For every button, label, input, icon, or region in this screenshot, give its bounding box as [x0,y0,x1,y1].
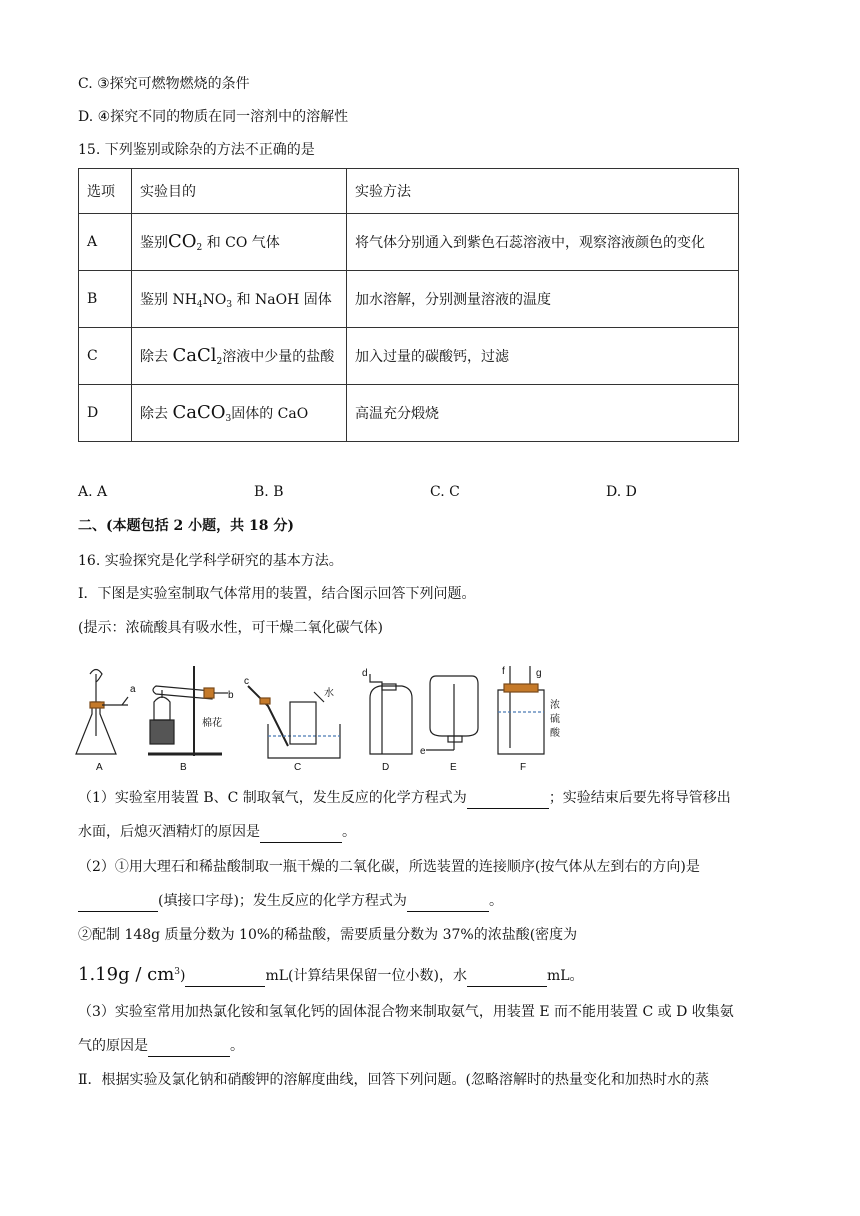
option-c-text: C. ③探究可燃物燃烧的条件 [78,76,250,92]
subq-3-line-1: （3）实验室常用加热氯化铵和氢氧化钙的固体混合物来制取氨气，用装置 E 而不能用装置 C 或 D 收集氨 [78,1004,734,1020]
apparatus-f [498,666,544,754]
header-goal: 实验目的 [132,169,347,214]
figure-label: E [450,762,457,773]
answer-blank[interactable] [407,891,489,912]
row-method: 高温充分煅烧 [347,385,739,442]
apparatus-a [76,670,128,755]
row-goal: 除去 CaCl$_2$溶液中少量的盐酸 [132,328,347,385]
row-option: C [79,328,132,385]
table-row [79,328,739,385]
figure-label: D [382,762,390,773]
apparatus-figure [74,662,574,774]
figure-label: B [180,762,187,773]
row-goal: 鉴别$CO_2$ 和 CO 气体 [132,214,347,271]
answer-blank[interactable] [467,966,547,987]
subq-2-line-1: （2）①用大理石和稀盐酸制取一瓶干燥的二氧化碳，所选装置的连接顺序(按气体从左到右的方向)是 [78,859,700,875]
row-option: A [79,214,132,271]
table-row [79,271,739,328]
apparatus-d [370,674,412,754]
port-label: a [130,684,136,695]
subq-1-line-1: （1）实验室用装置 B、C 制取氧气，发生反应的化学方程式为 ；实验结束后要先将导管移出 [78,788,731,809]
subq-1-line-2: 水面，后熄灭酒精灯的原因是 。 [78,822,356,843]
acid-label: 浓 [550,700,560,711]
header-method: 实验方法 [347,169,739,214]
acid-label: 酸 [550,728,560,739]
cotton-label: 棉花 [202,718,222,729]
port-label: d [362,668,368,679]
table-header-row [79,169,739,214]
answer-option-d[interactable]: D. D [606,484,637,500]
answer-blank[interactable] [78,891,158,912]
row-option: D [79,385,132,442]
question-15-stem: 15. 下列鉴别或除杂的方法不正确的是 [78,142,315,158]
row-method: 将气体分别通入到紫色石蕊溶液中，观察溶液颜色的变化 [347,214,739,271]
water-label: 水 [324,688,334,699]
table-row [79,214,739,271]
answer-blank[interactable] [467,788,549,809]
figure-label: C [294,762,302,773]
subq-2-line-3: ②配制 148g 质量分数为 10%的稀盐酸，需要质量分数为 37%的浓盐酸(密度为 [78,927,578,943]
figure-label: A [96,762,103,773]
subq-2-line-2: (填接口字母)；发生反应的化学方程式为 。 [78,891,503,912]
row-option: B [79,271,132,328]
row-method: 加水溶解，分别测量溶液的温度 [347,271,739,328]
option-d-text: D. ④探究不同的物质在同一溶剂中的溶解性 [78,109,349,125]
section-heading: 二、(本题包括 2 小题，共 18 分) [78,518,294,534]
port-label: e [420,746,426,757]
question-16-stem: 16. 实验探究是化学科学研究的基本方法。 [78,553,343,569]
part-2-intro: Ⅱ．根据实验及氯化钠和硝酸钾的溶解度曲线，回答下列问题。(忽略溶解时的热量变化和加热时水的蒸 [78,1072,709,1088]
answer-option-b[interactable]: B. B [254,484,284,500]
header-option: 选项 [79,169,132,214]
answer-blank[interactable] [148,1036,230,1057]
subq-3-line-2: 气的原因是 。 [78,1036,244,1057]
answer-blank[interactable] [260,822,342,843]
port-label: f [502,666,505,677]
methods-table [78,168,739,442]
port-label: g [536,668,542,679]
answer-option-a[interactable]: A. A [78,484,108,500]
answer-blank[interactable] [185,966,265,987]
row-method: 加入过量的碳酸钙，过滤 [347,328,739,385]
apparatus-b [148,666,228,756]
subq-2-line-4: $1.19g / cm^3$) mL(计算结果保留一位小数)，水 mL。 [78,964,584,985]
port-label: b [228,690,234,701]
row-goal: 除去 CaCO$_3$固体的 CaO [132,385,347,442]
row-goal: 鉴别 $NH_4NO_3$ 和 NaOH 固体 [132,271,347,328]
apparatus-e [426,676,478,750]
table-row [79,385,739,442]
answer-option-c[interactable]: C. C [430,484,460,500]
figure-label: F [520,762,527,773]
acid-label: 硫 [550,714,560,725]
part-1-intro: Ⅰ．下图是实验室制取气体常用的装置，结合图示回答下列问题。 [78,586,476,602]
port-label: c [244,676,249,687]
hint-text: (提示：浓硫酸具有吸水性，可干燥二氧化碳气体) [78,620,383,636]
